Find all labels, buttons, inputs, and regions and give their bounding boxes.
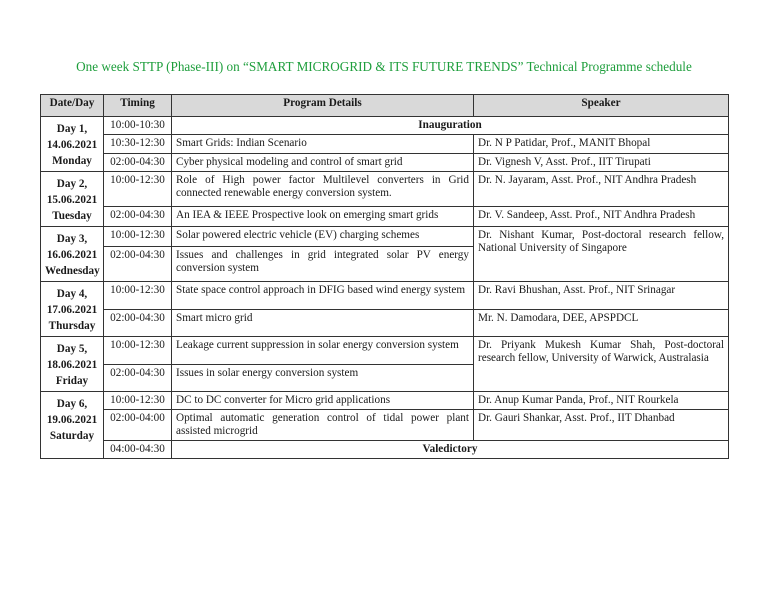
speaker-cell: Dr. V. Sandeep, Asst. Prof., NIT Andhra Pradesh	[474, 206, 729, 226]
inauguration-cell: Inauguration	[172, 117, 729, 135]
day-cell	[41, 172, 104, 227]
table-row	[41, 227, 729, 247]
day-weekday: Wednesday	[45, 265, 100, 277]
day-date: 19.06.2021	[46, 414, 98, 426]
timing-cell: 02:00-04:30	[104, 206, 172, 226]
program-cell: An IEA & IEEE Prospective look on emerging smart grids	[172, 206, 474, 226]
speaker-cell: Mr. N. Damodara, DEE, APSPDCL	[474, 309, 729, 337]
table-row	[41, 337, 729, 365]
valedictory-cell: Valedictory	[172, 441, 729, 459]
header-row	[41, 95, 729, 117]
header-date: Date/Day	[41, 95, 104, 117]
day-cell	[41, 392, 104, 459]
speaker-cell: Dr. Gauri Shankar, Asst. Prof., IIT Dhanbad	[474, 410, 729, 441]
timing-cell: 10:00-10:30	[104, 117, 172, 135]
table-row	[41, 410, 729, 441]
day-date: 15.06.2021	[46, 194, 98, 206]
timing-cell: 02:00-04:30	[104, 364, 172, 392]
header-speaker: Speaker	[474, 95, 729, 117]
document-title: One week STTP (Phase-III) on “SMART MICROGRID & ITS FUTURE TRENDS” Technical Programme schedule	[76, 59, 692, 74]
timing-cell: 10:00-12:30	[104, 172, 172, 207]
header-timing: Timing	[104, 95, 172, 117]
speaker-cell: Dr. N. Jayaram, Asst. Prof., NIT Andhra Pradesh	[474, 172, 729, 207]
day-label: Day 4,	[56, 288, 88, 300]
day-weekday: Monday	[52, 155, 92, 167]
day-weekday: Thursday	[48, 320, 96, 332]
program-cell: Cyber physical modeling and control of smart grid	[172, 153, 474, 171]
table-row	[41, 206, 729, 226]
program-cell: Leakage current suppression in solar energy conversion system	[172, 337, 474, 365]
speaker-cell: Dr. Ravi Bhushan, Asst. Prof., NIT Srinagar	[474, 282, 729, 310]
table-row	[41, 441, 729, 459]
table-row	[41, 135, 729, 153]
day-date: 16.06.2021	[46, 249, 98, 261]
timing-cell: 02:00-04:00	[104, 410, 172, 441]
table-row	[41, 309, 729, 337]
program-cell: Issues and challenges in grid integrated solar PV energy conversion system	[172, 247, 474, 282]
day-date: 14.06.2021	[46, 139, 98, 151]
program-cell: Smart Grids: Indian Scenario	[172, 135, 474, 153]
table-row	[41, 172, 729, 207]
day-cell	[41, 227, 104, 282]
timing-cell: 10:30-12:30	[104, 135, 172, 153]
day-weekday: Friday	[55, 375, 89, 387]
timing-cell: 04:00-04:30	[104, 441, 172, 459]
timing-cell: 10:00-12:30	[104, 337, 172, 365]
day-label: Day 3,	[56, 233, 88, 245]
day-label: Day 5,	[56, 343, 88, 355]
table-row	[41, 392, 729, 410]
speaker-cell: Dr. Priyank Mukesh Kumar Shah, Post-doctoral research fellow, University of Warwick, Australasia	[474, 337, 729, 392]
day-label: Day 6,	[56, 398, 88, 410]
program-cell: DC to DC converter for Micro grid applications	[172, 392, 474, 410]
speaker-cell: Dr. Vignesh V, Asst. Prof., IIT Tirupati	[474, 153, 729, 171]
table-row	[41, 282, 729, 310]
program-cell: Solar powered electric vehicle (EV) charging schemes	[172, 227, 474, 247]
day-cell	[41, 117, 104, 172]
speaker-cell: Dr. Nishant Kumar, Post-doctoral research fellow, National University of Singapore	[474, 227, 729, 282]
timing-cell: 10:00-12:30	[104, 227, 172, 247]
timing-cell: 02:00-04:30	[104, 309, 172, 337]
day-weekday: Saturday	[49, 430, 95, 442]
timing-cell: 02:00-04:30	[104, 247, 172, 282]
day-date: 18.06.2021	[46, 359, 98, 371]
timing-cell: 10:00-12:30	[104, 282, 172, 310]
timing-cell: 02:00-04:30	[104, 153, 172, 171]
day-cell	[41, 282, 104, 337]
program-cell: Optimal automatic generation control of tidal power plant assisted microgrid	[172, 410, 474, 441]
timing-cell: 10:00-12:30	[104, 392, 172, 410]
day-weekday: Tuesday	[52, 210, 92, 222]
day-date: 17.06.2021	[46, 304, 98, 316]
day-label: Day 1,	[56, 123, 88, 135]
table-row	[41, 153, 729, 171]
program-cell: Smart micro grid	[172, 309, 474, 337]
schedule-table	[40, 94, 729, 459]
program-cell: Issues in solar energy conversion system	[172, 364, 474, 392]
day-cell	[41, 337, 104, 392]
header-program: Program Details	[172, 95, 474, 117]
program-cell: State space control approach in DFIG based wind energy system	[172, 282, 474, 310]
day-label: Day 2,	[56, 178, 88, 190]
speaker-cell: Dr. N P Patidar, Prof., MANIT Bhopal	[474, 135, 729, 153]
table-row	[41, 117, 729, 135]
program-cell: Role of High power factor Multilevel converters in Grid connected renewable energy conversion system.	[172, 172, 474, 207]
speaker-cell: Dr. Anup Kumar Panda, Prof., NIT Rourkela	[474, 392, 729, 410]
